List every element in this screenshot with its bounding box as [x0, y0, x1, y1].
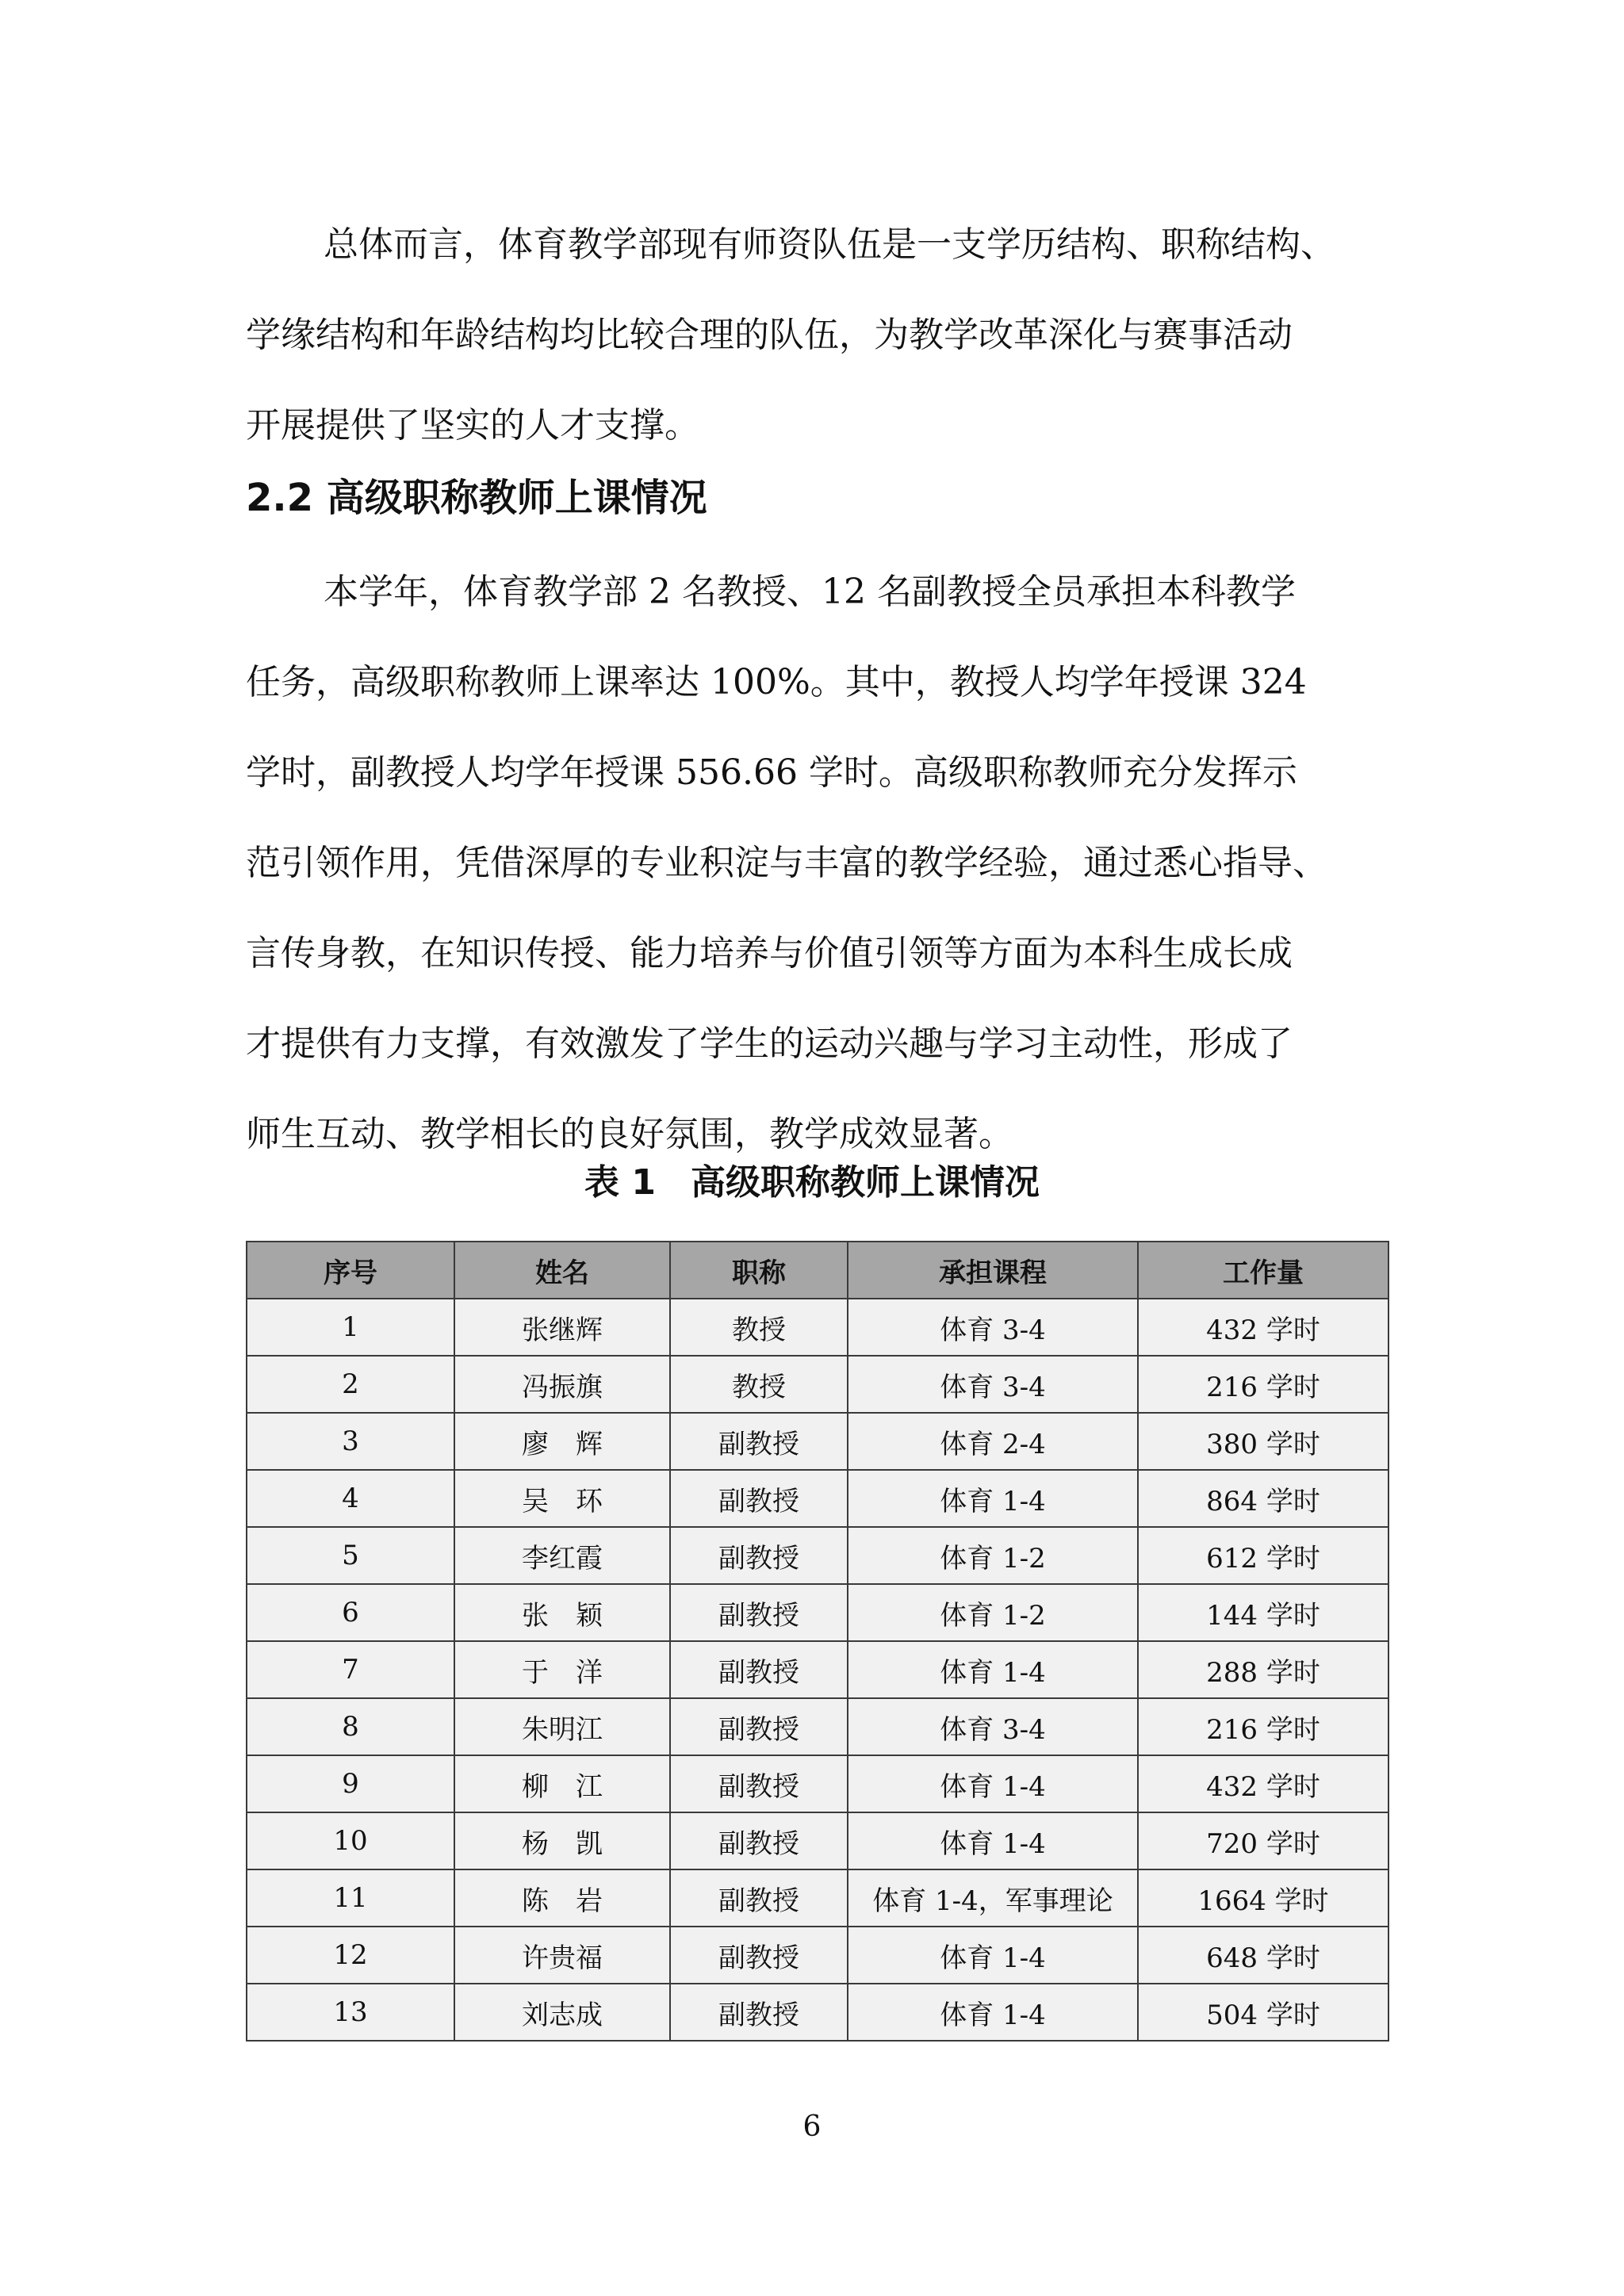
cell-name: 廖 辉: [454, 1413, 670, 1470]
body-paragraph: [246, 547, 1388, 1180]
cell-name: 杨 凯: [454, 1812, 670, 1869]
cell-course: 体育 1-4: [848, 1927, 1138, 1984]
table-row: [247, 1755, 1388, 1812]
cell-course: 体育 1-4: [848, 1984, 1138, 2041]
table-row: [247, 1984, 1388, 2041]
teacher-table: [246, 1241, 1389, 2042]
cell-workload: 612 学时: [1138, 1527, 1388, 1584]
cell-name: 于 洋: [454, 1641, 670, 1698]
cell-name: 许贵福: [454, 1927, 670, 1984]
cell-workload: 288 学时: [1138, 1641, 1388, 1698]
cell-index: 13: [247, 1984, 454, 2041]
cell-name: 李红霞: [454, 1527, 670, 1584]
cell-index: 7: [247, 1641, 454, 1698]
cell-title: 教授: [670, 1299, 848, 1356]
cell-title: 副教授: [670, 1984, 848, 2041]
cell-title: 副教授: [670, 1527, 848, 1584]
paragraph-line: 开展提供了坚实的人才支撑。: [246, 405, 699, 446]
cell-workload: 720 学时: [1138, 1812, 1388, 1869]
table-header-row: [247, 1242, 1388, 1299]
cell-course: 体育 1-4: [848, 1812, 1138, 1869]
page-number: 6: [802, 2110, 822, 2143]
table-row: [247, 1413, 1388, 1470]
paragraph-line: 学时，副教授人均学年授课 556.66 学时。高级职称教师充分发挥示: [246, 752, 1297, 793]
cell-name: 张继辉: [454, 1299, 670, 1356]
header-course: 承担课程: [848, 1242, 1138, 1299]
cell-title: 副教授: [670, 1641, 848, 1698]
table-row: [247, 1812, 1388, 1869]
paragraph-line: 范引领作用，凭借深厚的专业积淀与丰富的教学经验，通过悉心指导、: [246, 843, 1327, 883]
paragraph-line: 总体而言，体育教学部现有师资队伍是一支学历结构、职称结构、: [324, 224, 1335, 265]
table-row: [247, 1299, 1388, 1356]
cell-name: 冯振旗: [454, 1356, 670, 1413]
table-row: [247, 1527, 1388, 1584]
intro-paragraph: [246, 200, 1388, 471]
cell-workload: 216 学时: [1138, 1356, 1388, 1413]
table-row: [247, 1356, 1388, 1413]
table-caption-title: 高级职称教师上课情况: [690, 1162, 1040, 1203]
table-caption: [0, 1151, 1624, 1215]
header-workload: 工作量: [1138, 1242, 1388, 1299]
cell-name: 张 颖: [454, 1584, 670, 1641]
table-row: [247, 1869, 1388, 1927]
cell-index: 12: [247, 1927, 454, 1984]
cell-index: 10: [247, 1812, 454, 1869]
table-row: [247, 1641, 1388, 1698]
cell-course: 体育 1-4: [848, 1755, 1138, 1812]
cell-workload: 216 学时: [1138, 1698, 1388, 1755]
cell-name: 刘志成: [454, 1984, 670, 2041]
cell-workload: 864 学时: [1138, 1470, 1388, 1527]
cell-workload: 504 学时: [1138, 1984, 1388, 2041]
cell-index: 5: [247, 1527, 454, 1584]
cell-workload: 648 学时: [1138, 1927, 1388, 1984]
cell-course: 体育 2-4: [848, 1413, 1138, 1470]
cell-title: 副教授: [670, 1413, 848, 1470]
paragraph-line: 本学年，体育教学部 2 名教授、12 名副教授全员承担本科教学: [324, 572, 1296, 612]
cell-course: 体育 1-2: [848, 1527, 1138, 1584]
table-row: [247, 1927, 1388, 1984]
table-row: [247, 1584, 1388, 1641]
cell-title: 副教授: [670, 1698, 848, 1755]
cell-name: 柳 江: [454, 1755, 670, 1812]
cell-index: 4: [247, 1470, 454, 1527]
cell-workload: 144 学时: [1138, 1584, 1388, 1641]
cell-course: 体育 3-4: [848, 1356, 1138, 1413]
cell-index: 1: [247, 1299, 454, 1356]
cell-index: 8: [247, 1698, 454, 1755]
cell-title: 副教授: [670, 1755, 848, 1812]
cell-title: 副教授: [670, 1470, 848, 1527]
cell-workload: 1664 学时: [1138, 1869, 1388, 1927]
cell-index: 2: [247, 1356, 454, 1413]
cell-workload: 380 学时: [1138, 1413, 1388, 1470]
table-caption-number: 表 1: [584, 1162, 656, 1203]
cell-course: 体育 3-4: [848, 1698, 1138, 1755]
header-title: 职称: [670, 1242, 848, 1299]
cell-title: 副教授: [670, 1584, 848, 1641]
cell-index: 11: [247, 1869, 454, 1927]
header-name: 姓名: [454, 1242, 670, 1299]
cell-index: 3: [247, 1413, 454, 1470]
cell-workload: 432 学时: [1138, 1755, 1388, 1812]
paragraph-line: 学缘结构和年龄结构均比较合理的队伍，为教学改革深化与赛事活动: [246, 315, 1293, 355]
paragraph-line: 师生互动、教学相长的良好氛围，教学成效显著。: [246, 1114, 1013, 1154]
table-row: [247, 1470, 1388, 1527]
cell-course: 体育 1-4: [848, 1641, 1138, 1698]
cell-index: 9: [247, 1755, 454, 1812]
header-index: 序号: [247, 1242, 454, 1299]
cell-name: 朱明江: [454, 1698, 670, 1755]
cell-title: 副教授: [670, 1927, 848, 1984]
cell-name: 吴 环: [454, 1470, 670, 1527]
cell-workload: 432 学时: [1138, 1299, 1388, 1356]
cell-title: 副教授: [670, 1812, 848, 1869]
table-row: [247, 1698, 1388, 1755]
cell-title: 教授: [670, 1356, 848, 1413]
cell-title: 副教授: [670, 1869, 848, 1927]
cell-course: 体育 1-4: [848, 1470, 1138, 1527]
cell-course: 体育 1-4，军事理论: [848, 1869, 1138, 1927]
cell-course: 体育 1-2: [848, 1584, 1138, 1641]
paragraph-line: 言传身教，在知识传授、能力培养与价值引领等方面为本科生成长成: [246, 933, 1293, 974]
cell-course: 体育 3-4: [848, 1299, 1138, 1356]
paragraph-line: 才提供有力支撑，有效激发了学生的运动兴趣与学习主动性，形成了: [246, 1024, 1293, 1064]
cell-name: 陈 岩: [454, 1869, 670, 1927]
section-heading: 2.2 高级职称教师上课情况: [246, 476, 707, 520]
cell-index: 6: [247, 1584, 454, 1641]
paragraph-line: 任务，高级职称教师上课率达 100%。其中，教授人均学年授课 324: [246, 662, 1307, 702]
